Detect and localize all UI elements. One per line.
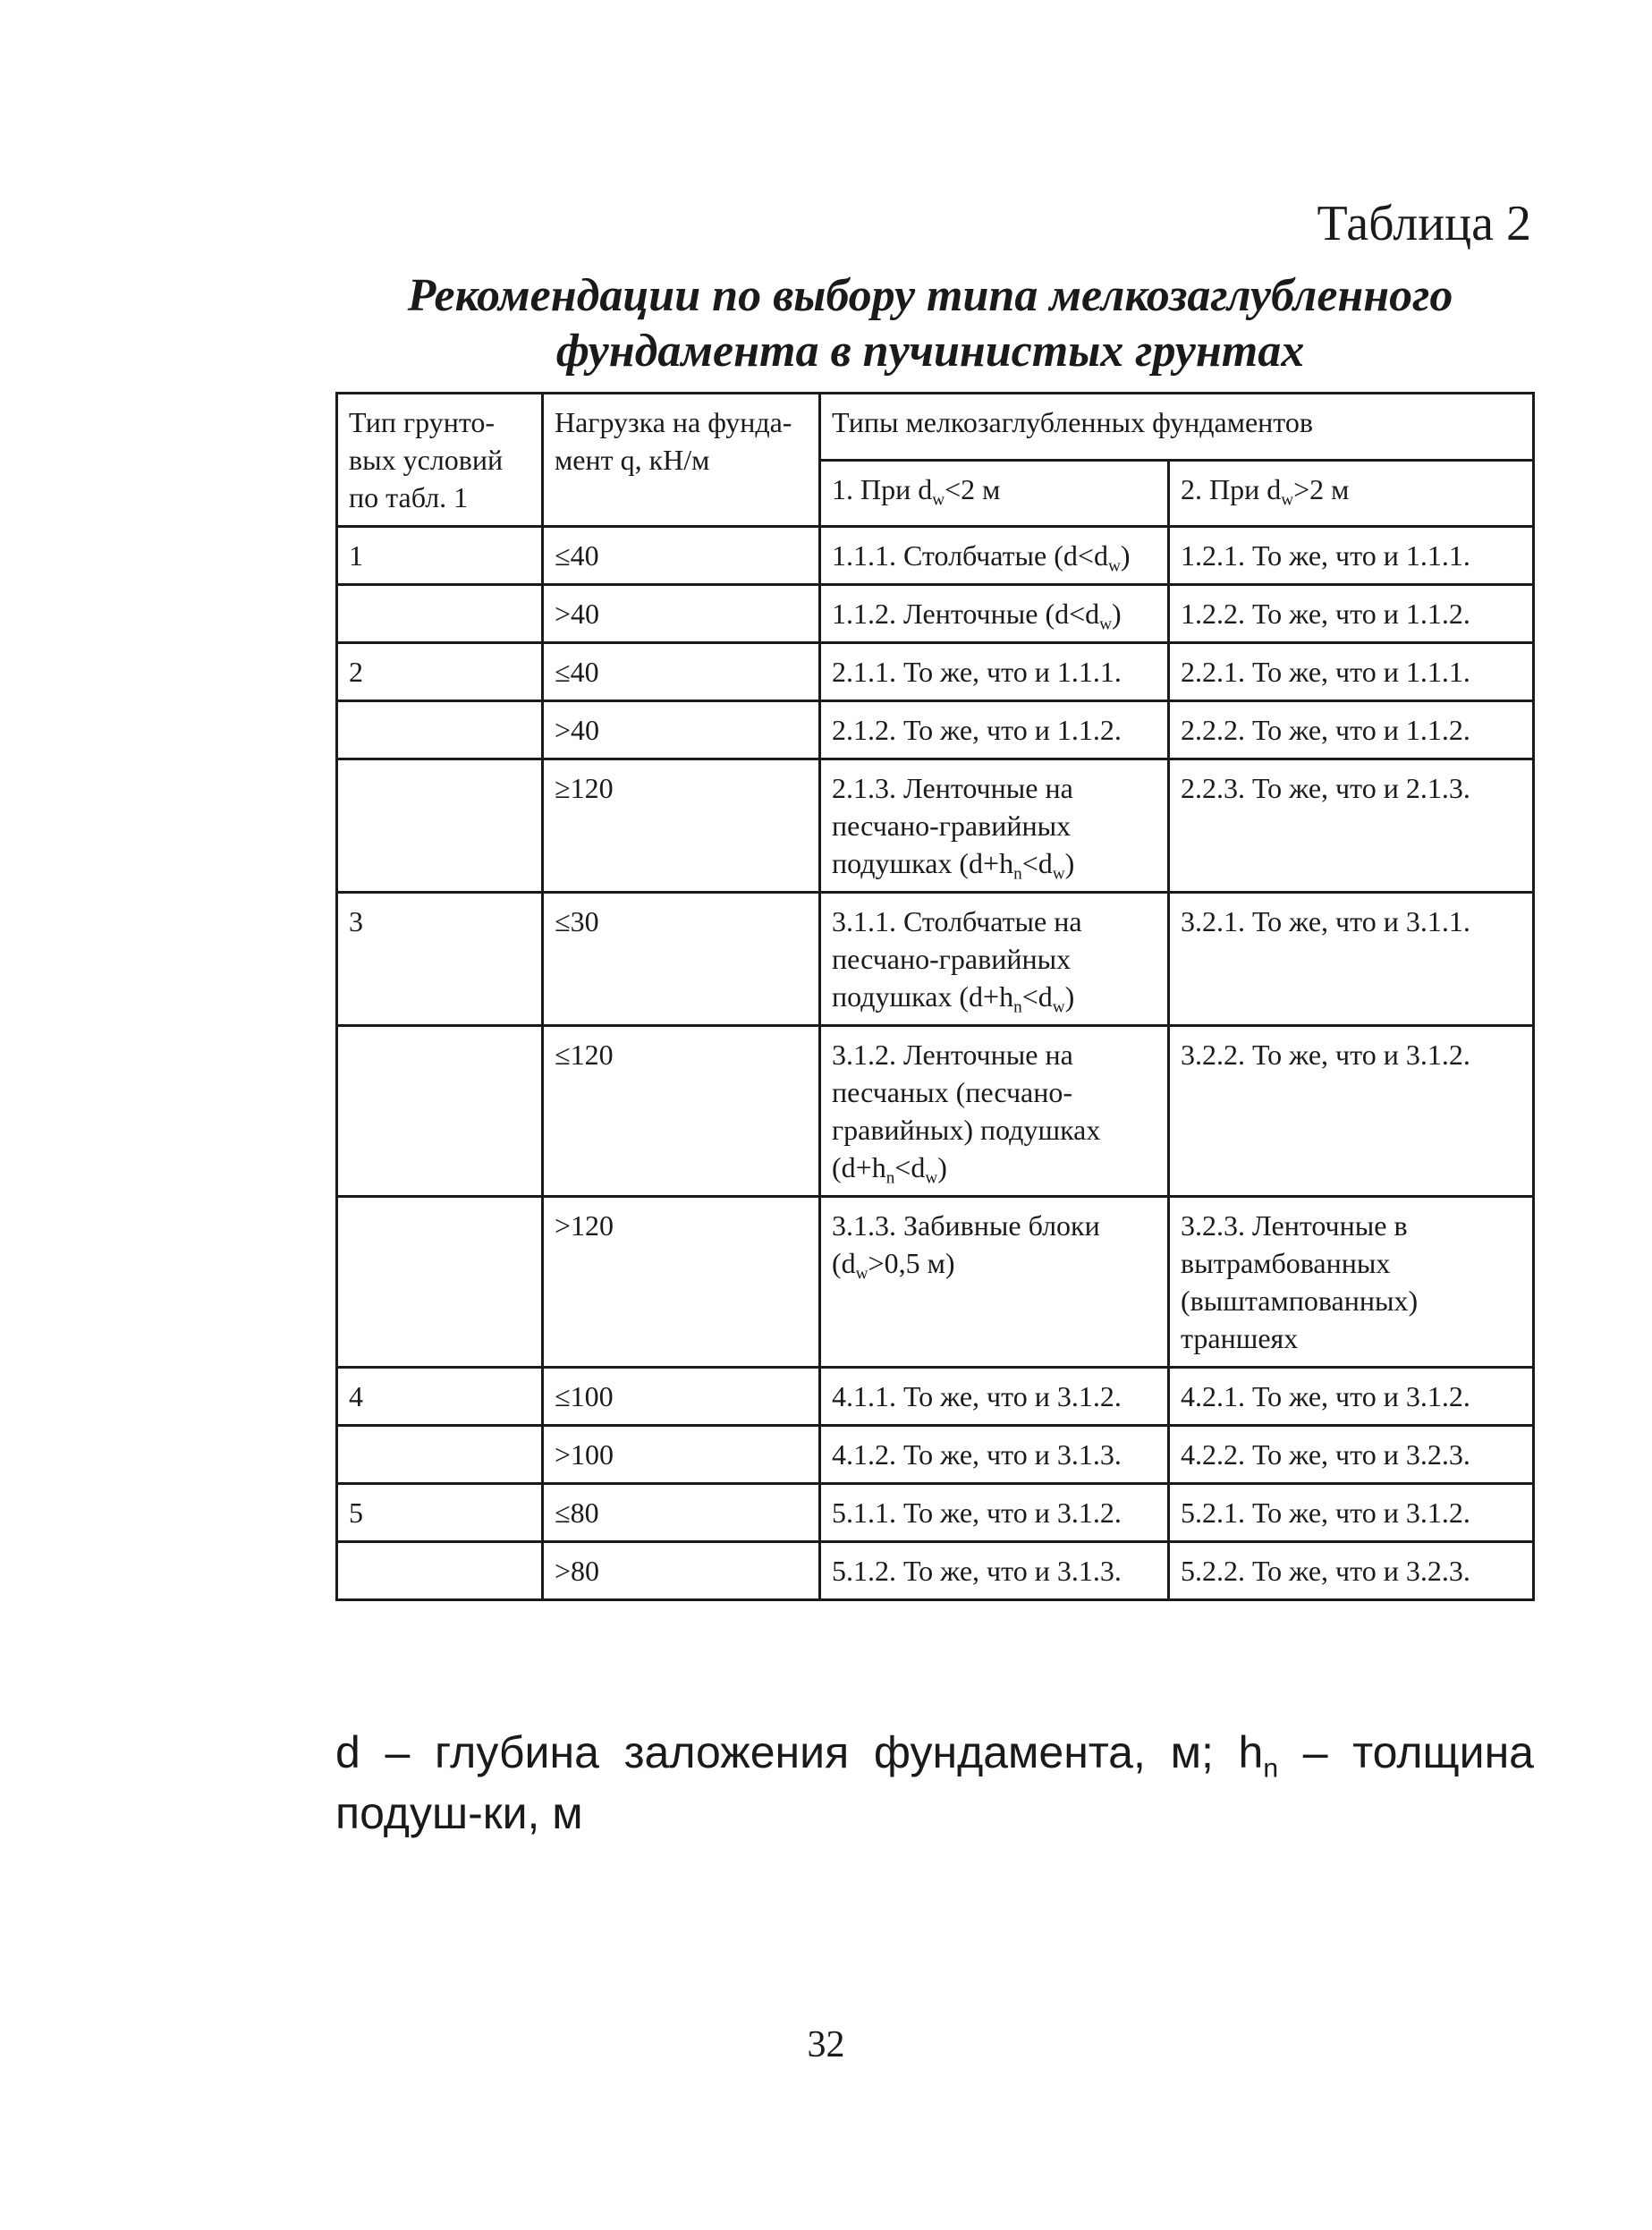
footnote: d – глубина заложения фундамента, м; $h_n$ – толщина подуш-ки, м xyxy=(335,1727,1534,1838)
cell-dw-more-2: 4.2.1. То же, что и 3.1.2. xyxy=(1169,1368,1534,1426)
table-row xyxy=(337,1197,1534,1368)
header-row-1 xyxy=(337,394,1534,461)
cell-soil-type xyxy=(337,759,543,893)
cell-load: ≤120 xyxy=(543,1026,820,1197)
cell-dw-more-2: 2.2.2. То же, что и 1.1.2. xyxy=(1169,701,1534,759)
cell-dw-more-2: 5.2.2. То же, что и 3.2.3. xyxy=(1169,1542,1534,1600)
table-row xyxy=(337,527,1534,585)
table-row xyxy=(337,759,1534,893)
cell-soil-type xyxy=(337,1197,543,1368)
cell-load: >40 xyxy=(543,701,820,759)
cell-dw-less-2: 1.1.1. Столбчатые $(d<d_w)$ xyxy=(820,527,1169,585)
cell-dw-more-2: 1.2.1. То же, что и 1.1.1. xyxy=(1169,527,1534,585)
cell-dw-more-2: 3.2.1. То же, что и 3.1.1. xyxy=(1169,893,1534,1026)
cell-dw-less-2: 1.1.2. Ленточные $(d<d_w)$ xyxy=(820,585,1169,643)
header-dw-less-2: 1. При $d_w<2$ м xyxy=(820,460,1169,527)
cell-load: ≤100 xyxy=(543,1368,820,1426)
table-row xyxy=(337,1484,1534,1542)
cell-dw-less-2: 2.1.1. То же, что и 1.1.1. xyxy=(820,643,1169,701)
cell-dw-more-2: 2.2.3. То же, что и 2.1.3. xyxy=(1169,759,1534,893)
cell-soil-type xyxy=(337,1542,543,1600)
cell-load: ≤80 xyxy=(543,1484,820,1542)
cell-soil-type xyxy=(337,585,543,643)
table-row xyxy=(337,1368,1534,1426)
header-dw-more-2: 2. При $d_w>2$ м xyxy=(1169,460,1534,527)
cell-dw-less-2: 3.1.2. Ленточные на песчаных (песчано-гравийных) подушках $(d+h_n<d_w)$ xyxy=(820,1026,1169,1197)
cell-dw-less-2: 4.1.2. То же, что и 3.1.3. xyxy=(820,1426,1169,1484)
cell-dw-less-2: 5.1.1. То же, что и 3.1.2. xyxy=(820,1484,1169,1542)
table-row xyxy=(337,893,1534,1026)
cell-load: ≤40 xyxy=(543,527,820,585)
title-line-2: фундамента в пучинистых грунтах xyxy=(555,326,1305,377)
cell-dw-more-2: 1.2.2. То же, что и 1.1.2. xyxy=(1169,585,1534,643)
table-title xyxy=(331,268,1529,379)
cell-soil-type xyxy=(337,1026,543,1197)
cell-load: ≥120 xyxy=(543,759,820,893)
cell-soil-type: 4 xyxy=(337,1368,543,1426)
cell-soil-type xyxy=(337,1426,543,1484)
cell-dw-more-2: 3.2.3. Ленточные в вытрамбованных (выштампованных) траншеях xyxy=(1169,1197,1534,1368)
cell-load: ≤30 xyxy=(543,893,820,1026)
table-row xyxy=(337,701,1534,759)
cell-soil-type: 3 xyxy=(337,893,543,1026)
header-soil-type: Тип грунто-вых условий по табл. 1 xyxy=(337,394,543,527)
cell-dw-more-2: 3.2.2. То же, что и 3.1.2. xyxy=(1169,1026,1534,1197)
table-row xyxy=(337,1542,1534,1600)
recommendations-table xyxy=(335,392,1535,1601)
title-line-1: Рекомендации по выбору типа мелкозаглубленного xyxy=(407,270,1453,321)
table-row xyxy=(337,1026,1534,1197)
cell-soil-type: 1 xyxy=(337,527,543,585)
cell-dw-less-2: 4.1.1. То же, что и 3.1.2. xyxy=(820,1368,1169,1426)
cell-soil-type xyxy=(337,701,543,759)
cell-load: >40 xyxy=(543,585,820,643)
cell-load: ≤40 xyxy=(543,643,820,701)
header-load: Нагрузка на фунда-мент q, кН/м xyxy=(543,394,820,527)
table-row xyxy=(337,643,1534,701)
cell-dw-less-2: 2.1.3. Ленточные на песчано-гравийных подушках $(d+h_n<d_w)$ xyxy=(820,759,1169,893)
cell-dw-less-2: 2.1.2. То же, что и 1.1.2. xyxy=(820,701,1169,759)
cell-load: >120 xyxy=(543,1197,820,1368)
cell-load: >100 xyxy=(543,1426,820,1484)
table-body xyxy=(337,394,1534,1600)
cell-soil-type: 5 xyxy=(337,1484,543,1542)
cell-dw-less-2: 3.1.3. Забивные блоки ($d_w>0,5$ м) xyxy=(820,1197,1169,1368)
cell-soil-type: 2 xyxy=(337,643,543,701)
table-label: Таблица 2 xyxy=(1317,196,1531,251)
cell-dw-more-2: 2.2.1. То же, что и 1.1.1. xyxy=(1169,643,1534,701)
cell-load: >80 xyxy=(543,1542,820,1600)
table-row xyxy=(337,585,1534,643)
table-row xyxy=(337,1426,1534,1484)
page-number: 32 xyxy=(807,2024,845,2065)
cell-dw-more-2: 4.2.2. То же, что и 3.2.3. xyxy=(1169,1426,1534,1484)
header-foundation-types: Типы мелкозаглубленных фундаментов xyxy=(820,394,1534,461)
cell-dw-more-2: 5.2.1. То же, что и 3.1.2. xyxy=(1169,1484,1534,1542)
cell-dw-less-2: 5.1.2. То же, что и 3.1.3. xyxy=(820,1542,1169,1600)
cell-dw-less-2: 3.1.1. Столбчатые на песчано-гравийных подушках $(d+h_n<d_w)$ xyxy=(820,893,1169,1026)
